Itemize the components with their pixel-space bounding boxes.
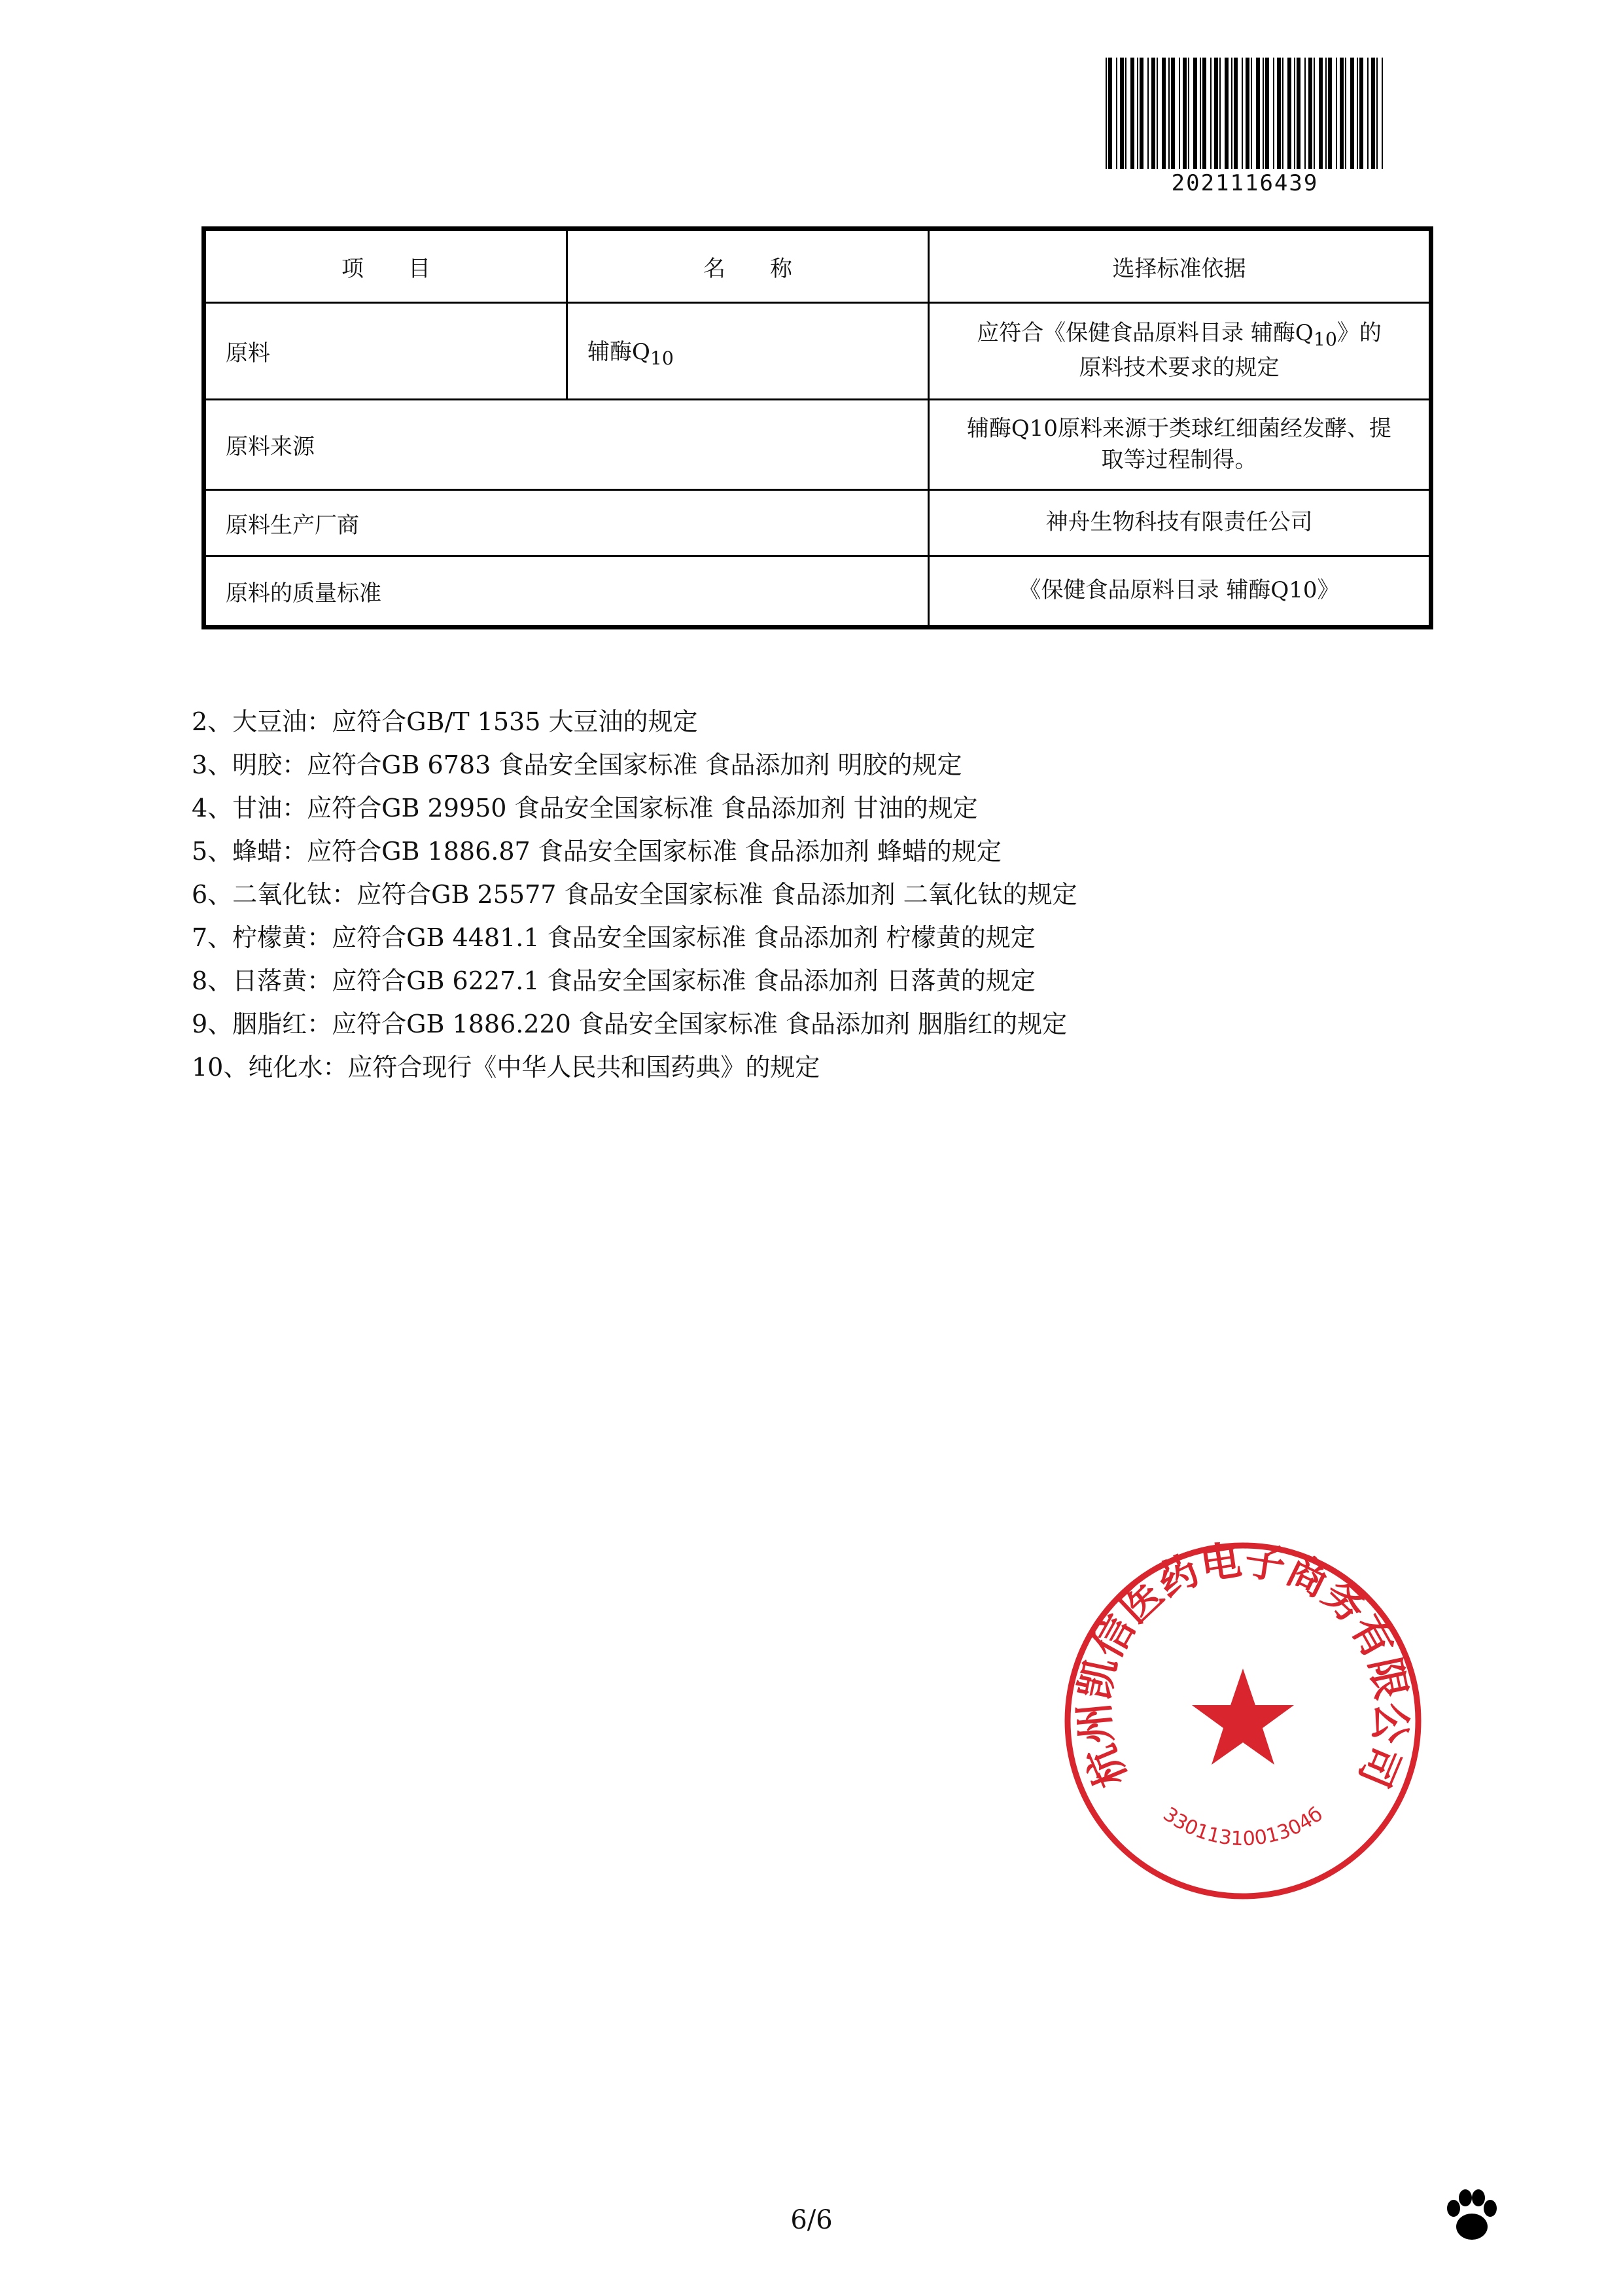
row-name: 辅酶$Q_{10}$	[567, 303, 929, 400]
page-number: 6/6	[790, 2205, 833, 2235]
table-row	[204, 490, 1431, 556]
row-item: 原料来源	[204, 400, 929, 490]
table-row	[204, 400, 1431, 490]
row-basis: 神舟生物科技有限责任公司	[929, 490, 1431, 556]
seal-code: 3301131001304б	[1159, 1803, 1327, 1851]
company-seal	[1060, 1538, 1426, 1904]
table-row	[204, 556, 1431, 627]
row-basis: 应符合《保健食品原料目录 辅酶$Q_{10}$》的 原料技术要求的规定	[929, 303, 1431, 400]
barcode-number: 2021116439	[1171, 170, 1319, 196]
barcode	[1104, 58, 1386, 195]
list-item: 10、纯化水：应符合现行《中华人民共和国药典》的规定	[192, 1053, 820, 1082]
list-item: 2、大豆油：应符合GB/T 1535 大豆油的规定	[192, 707, 698, 736]
paw-icon	[1439, 2182, 1505, 2248]
row-item: 原料	[204, 303, 567, 400]
row-basis: 辅酶Q10原料来源于类球红细菌经发酵、提 取等过程制得。	[929, 400, 1431, 490]
barcode-image	[1104, 58, 1386, 169]
row-item: 原料的质量标准	[204, 556, 929, 627]
list-item: 6、二氧化钛：应符合GB 25577 食品安全国家标准 食品添加剂 二氧化钛的规定	[192, 880, 1077, 909]
requirements-list	[192, 700, 1077, 1089]
row-item: 原料生产厂商	[204, 490, 929, 556]
list-item: 8、日落黄：应符合GB 6227.1 食品安全国家标准 食品添加剂 日落黄的规定	[192, 966, 1036, 995]
table-header-row	[204, 229, 1431, 303]
header-name: 名 称	[567, 229, 929, 303]
row-basis: 《保健食品原料目录 辅酶Q10》	[929, 556, 1431, 627]
seal-company-name: 杭州凯信医药电子商务有限公司	[1070, 1538, 1416, 1795]
list-item: 5、蜂蜡：应符合GB 1886.87 食品安全国家标准 食品添加剂 蜂蜡的规定	[192, 837, 1002, 866]
list-item: 4、甘油：应符合GB 29950 食品安全国家标准 食品添加剂 甘油的规定	[192, 794, 978, 822]
list-item: 3、明胶：应符合GB 6783 食品安全国家标准 食品添加剂 明胶的规定	[192, 751, 962, 779]
list-item: 9、胭脂红：应符合GB 1886.220 食品安全国家标准 食品添加剂 胭脂红的规定	[192, 1010, 1068, 1038]
header-basis: 选择标准依据	[929, 229, 1431, 303]
header-item: 项 目	[204, 229, 567, 303]
list-item: 7、柠檬黄：应符合GB 4481.1 食品安全国家标准 食品添加剂 柠檬黄的规定	[192, 923, 1036, 952]
raw-material-table	[201, 226, 1433, 629]
star-icon	[1192, 1669, 1294, 1765]
table-row	[204, 303, 1431, 400]
